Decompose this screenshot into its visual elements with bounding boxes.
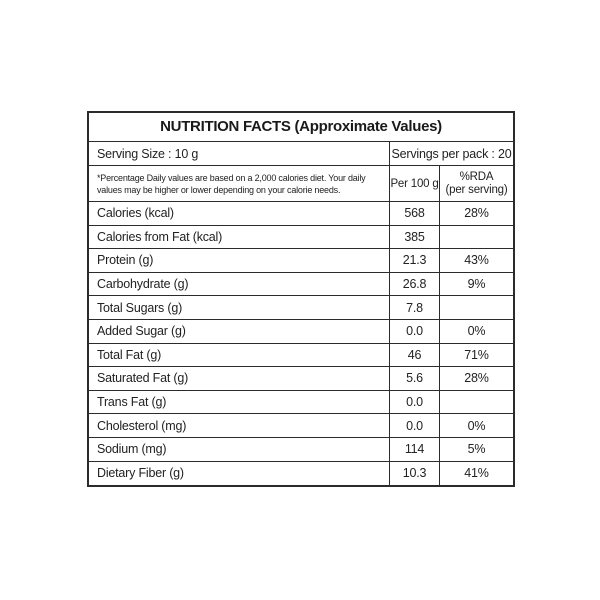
per-100g-value: 7.8: [390, 296, 440, 319]
rda-value: 28%: [464, 206, 489, 221]
per-100g-value: 21.3: [390, 249, 440, 272]
rda-value: 28%: [464, 371, 489, 386]
per-100g-value: 0.0: [390, 320, 440, 343]
per-100g-value: 0.0: [390, 391, 440, 414]
rda-value: 0%: [467, 418, 486, 433]
per-100g-value: 46: [390, 344, 440, 367]
per-100g-header: Per 100 g: [390, 166, 440, 201]
nutrient-label: Added Sugar (g): [89, 320, 390, 343]
rda-header: [440, 166, 513, 201]
column-header-row: [89, 166, 513, 202]
rda-value: [440, 296, 513, 319]
rda-value: 0%: [467, 324, 486, 339]
rda-value: 41%: [464, 466, 489, 481]
nutrient-label: Calories (kcal): [89, 202, 390, 225]
rda-header-line2: (per serving): [445, 183, 508, 196]
per-100g-value: 5.6: [390, 367, 440, 390]
per-100g-value: 114: [390, 438, 440, 461]
per-100g-value: 385: [390, 226, 440, 249]
nutrient-row: [89, 462, 513, 486]
panel-title: NUTRITION FACTS (Approximate Values): [89, 113, 513, 142]
nutrient-row: [89, 273, 513, 297]
nutrient-label: Carbohydrate (g): [89, 273, 390, 296]
serving-row: [89, 142, 513, 166]
rda-header-line1: %RDA: [459, 170, 494, 183]
nutrient-label: Trans Fat (g): [89, 391, 390, 414]
nutrient-label: Saturated Fat (g): [89, 367, 390, 390]
nutrient-row: [89, 249, 513, 273]
servings-per-pack: Servings per pack : 20: [391, 146, 512, 161]
nutrient-label: Calories from Fat (kcal): [89, 226, 390, 249]
nutrient-label: Protein (g): [89, 249, 390, 272]
nutrient-row: [89, 202, 513, 226]
nutrition-facts-panel: [87, 111, 515, 487]
rda-value: 9%: [467, 277, 486, 292]
nutrient-label: Sodium (mg): [89, 438, 390, 461]
per-100g-value: 0.0: [390, 414, 440, 437]
nutrient-label: Dietary Fiber (g): [89, 462, 390, 486]
nutrient-row: [89, 414, 513, 438]
nutrient-row: [89, 391, 513, 415]
rda-value: 71%: [464, 347, 489, 362]
nutrient-row: [89, 320, 513, 344]
nutrient-row: [89, 438, 513, 462]
per-100g-value: 568: [390, 202, 440, 225]
per-100g-value: 26.8: [390, 273, 440, 296]
nutrient-row: [89, 296, 513, 320]
daily-value-note: *Percentage Daily values are based on a 2,000 calories diet. Your daily values may be higher or lower depending on your calorie needs.: [89, 166, 390, 201]
nutrient-label: Total Sugars (g): [89, 296, 390, 319]
rda-value: [440, 226, 513, 249]
nutrient-label: Total Fat (g): [89, 344, 390, 367]
nutrient-row: [89, 344, 513, 368]
serving-size: Serving Size : 10 g: [89, 142, 390, 165]
rda-value: 5%: [467, 442, 486, 457]
rda-value: [440, 391, 513, 414]
rda-value: 43%: [464, 253, 489, 268]
nutrient-row: [89, 226, 513, 250]
per-100g-value: 10.3: [390, 462, 440, 486]
nutrient-label: Cholesterol (mg): [89, 414, 390, 437]
nutrient-row: [89, 367, 513, 391]
